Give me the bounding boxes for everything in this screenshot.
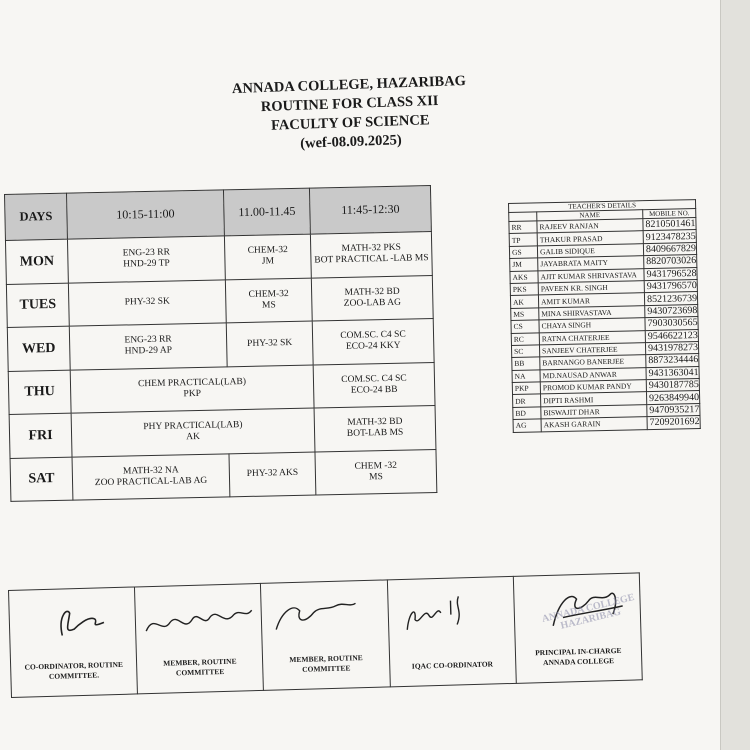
- document-header: [209, 71, 491, 157]
- teacher-mobile: 8820703026: [644, 255, 697, 268]
- teacher-mobile: 9431978273: [645, 341, 698, 354]
- class-cell: MATH-32 NA ZOO PRACTICAL-LAB AG: [72, 453, 230, 500]
- teacher-code: JM: [510, 258, 538, 271]
- signature-box: [135, 583, 264, 693]
- class-cell: COM.SC. C4 SC ECO-24 KKY: [312, 319, 434, 365]
- teacher-name: AJIT KUMAR SHRIVASTAVA: [538, 268, 644, 283]
- teacher-name: PROMOD KUMAR PANDY: [540, 380, 646, 395]
- signature-role: PRINCIPAL IN-CHARGE: [535, 645, 622, 658]
- teacher-code: AK: [510, 295, 538, 308]
- teacher-name: DIPTI RASHMI: [541, 392, 647, 407]
- slot-header: 10:15-11:00: [66, 190, 224, 239]
- teacher-code: GS: [509, 246, 537, 259]
- teacher-name: GALIB SIDIQUE: [537, 243, 643, 258]
- signature-role: CO-ORDINATOR, ROUTINE COMMITTEE.: [24, 659, 124, 681]
- class-cell: CHEM -32 MS: [315, 449, 437, 495]
- teacher-mobile: 7903030565: [645, 317, 698, 330]
- routine-title: ROUTINE FOR CLASS XII: [260, 92, 439, 116]
- day-cell: TUES: [6, 283, 69, 328]
- teacher-name: PAVEEN KR. SINGH: [538, 281, 644, 296]
- teacher-mobile: 8409667829: [643, 242, 696, 255]
- mobile-header: MOBILE NO.: [643, 209, 696, 219]
- class-cell: CHEM-32 JM: [224, 234, 311, 279]
- practical-cell: PHY PRACTICAL(LAB) AK: [71, 408, 315, 457]
- teacher-code: AKS: [510, 270, 538, 283]
- teacher-mobile: 8521236739: [644, 292, 697, 305]
- teacher-code: PKS: [510, 283, 538, 296]
- signature-strip: [8, 572, 643, 698]
- signature-image: [269, 587, 360, 639]
- signature-image: [17, 594, 118, 647]
- teacher-mobile: 8873234446: [646, 354, 699, 367]
- teacher-code: MS: [511, 308, 539, 321]
- class-cell: CHEM-32 MS: [225, 278, 312, 323]
- signature-image: [143, 590, 259, 648]
- teacher-mobile: 9430723698: [645, 304, 698, 317]
- teacher-name: CHAYA SINGH: [539, 318, 645, 333]
- teacher-name: AKASH GARAIN: [541, 417, 647, 432]
- signature-role: MEMBER, ROUTINE COMMITTEE: [163, 656, 237, 678]
- signature-role-college: ANNADA COLLEGE: [542, 656, 615, 668]
- faculty-title: FACULTY OF SCIENCE: [270, 112, 430, 134]
- day-cell: THU: [8, 370, 71, 415]
- teacher-code: PKP: [512, 382, 540, 395]
- class-cell: MATH-32 PKS BOT PRACTICAL -LAB MS: [310, 232, 432, 278]
- teacher-code: BD: [513, 407, 541, 420]
- teacher-mobile: 9431796570: [644, 280, 697, 293]
- college-name: ANNADA COLLEGE, HAZARIBAG: [231, 72, 467, 98]
- teacher-mobile: 8210501461: [643, 218, 696, 231]
- teacher-mobile: 9546622123: [645, 329, 698, 342]
- class-cell: ENG-23 RR HND-29 AP: [69, 323, 227, 370]
- teacher-mobile: 9430187785: [646, 379, 699, 392]
- teacher-code: DR: [513, 394, 541, 407]
- teacher-mobile: 9431796528: [644, 267, 697, 280]
- teacher-name: THAKUR PRASAD: [537, 231, 643, 246]
- teacher-code: CS: [511, 320, 539, 333]
- class-cell: PHY-32 SK: [68, 279, 226, 326]
- teacher-code: TP: [509, 233, 537, 246]
- class-cell: MATH-32 BD BOT-LAB MS: [314, 406, 436, 452]
- days-header: DAYS: [5, 193, 68, 240]
- signature-role: IQAC CO-ORDINATOR: [411, 659, 494, 671]
- day-cell: MON: [5, 239, 68, 284]
- teacher-mobile: 9470935217: [647, 403, 700, 416]
- table-row: [10, 449, 437, 501]
- day-cell: SAT: [10, 457, 73, 502]
- signature-box: [261, 580, 390, 690]
- teacher-code: NA: [512, 370, 540, 383]
- routine-table: [4, 185, 436, 502]
- teacher-name: MD.NAUSAD ANWAR: [540, 367, 646, 382]
- teacher-mobile: 9263849940: [646, 391, 699, 404]
- teacher-code: RR: [509, 221, 537, 234]
- signature-image: [396, 583, 497, 636]
- teacher-name: RAJEEV RANJAN: [537, 219, 643, 234]
- teacher-details-table: [508, 199, 700, 433]
- teacher-mobile: 9123478235: [643, 230, 696, 243]
- teacher-code: BB: [512, 357, 540, 370]
- teacher-name: AMIT KUMAR: [538, 293, 644, 308]
- page-edge: [720, 0, 750, 750]
- signature-box: [387, 576, 516, 686]
- slot-header: 11.00-11.45: [223, 188, 310, 236]
- teacher-code: SC: [511, 345, 539, 358]
- college-stamp: ANNADA COLLEGE HAZARIBAG: [540, 591, 636, 632]
- class-cell: MATH-32 BD ZOO-LAB AG: [311, 275, 433, 321]
- teacher-name: JAYABRATA MAITY: [538, 256, 644, 271]
- signature-box: [9, 587, 138, 697]
- class-cell: COM.SC. C4 SC ECO-24 BB: [313, 362, 435, 408]
- teacher-mobile: 9431363041: [646, 366, 699, 379]
- teacher-name: BARNANGO BANERJEE: [540, 355, 646, 370]
- signature-box: [513, 573, 642, 683]
- class-cell: ENG-23 RR HND-29 TP: [67, 236, 225, 283]
- day-cell: WED: [7, 326, 70, 371]
- name-header: NAME: [537, 210, 643, 221]
- teacher-name: BISWAJIT DHAR: [541, 404, 647, 419]
- teacher-code: RC: [511, 332, 539, 345]
- day-cell: FRI: [9, 413, 72, 458]
- signature-role: MEMBER, ROUTINE COMMITTEE: [289, 653, 363, 674]
- teacher-name: SANJEEV CHATERJEE: [539, 343, 645, 358]
- teacher-name: MINA SHIRVASTAVA: [539, 305, 645, 320]
- class-cell: PHY-32 AKS: [229, 452, 316, 497]
- slot-header: 11:45-12:30: [309, 186, 431, 235]
- practical-cell: CHEM PRACTICAL(LAB) PKP: [70, 365, 314, 414]
- teacher-details-title: TEACHER'S DETAILS: [509, 200, 696, 213]
- class-cell: PHY-32 SK: [226, 321, 313, 366]
- teacher-mobile: 7209201692: [647, 416, 700, 429]
- teacher-code: AG: [513, 419, 541, 432]
- effective-date: (wef-08.09.2025): [299, 132, 402, 152]
- teacher-name: RATNA CHATERJEE: [539, 330, 645, 345]
